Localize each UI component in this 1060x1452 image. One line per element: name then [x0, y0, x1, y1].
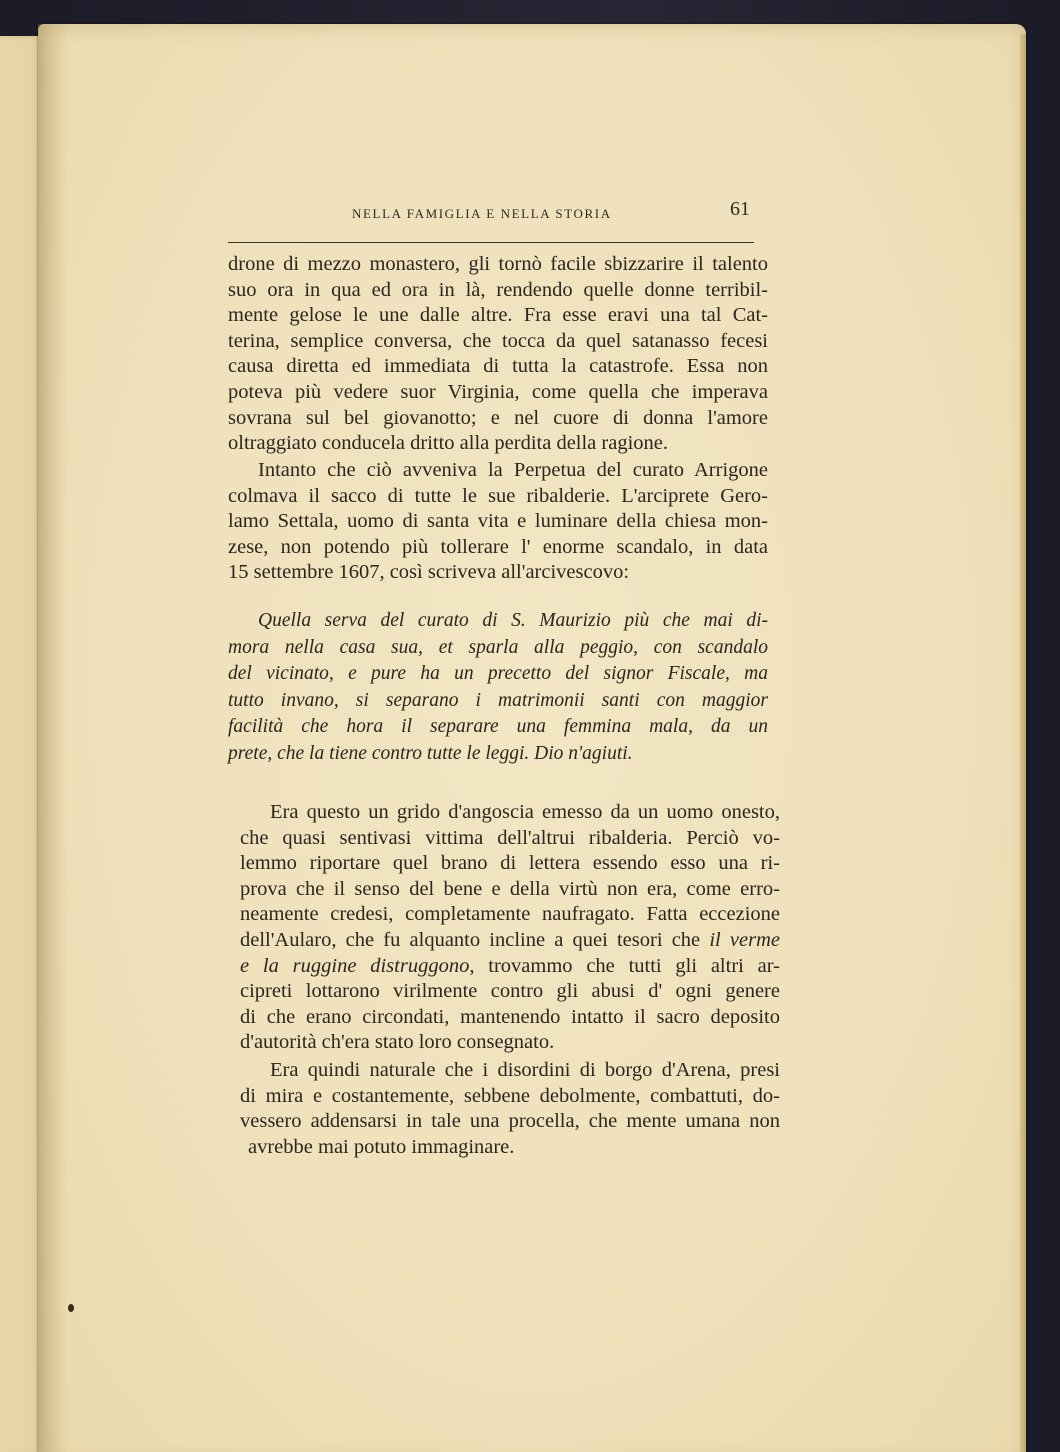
running-head-title: NELLA FAMIGLIA E NELLA STORIA: [352, 206, 612, 221]
text-line-mixed: [240, 928, 780, 954]
gutter-shadow: [38, 24, 68, 1452]
text-line: causa diretta ed immediata di tutta la catastrofe. Essa non: [228, 355, 768, 378]
text-run: dell'Aularo, che fu alquanto incline a quei tesori che: [240, 928, 710, 951]
text-line: suo ora in qua ed ora in là, rendendo quelle donne terribil-: [228, 278, 768, 301]
text-line: oltraggiato conducela dritto alla perdita della ragione.: [228, 432, 668, 455]
text-line: terina, semplice conversa, che tocca da quel satanasso fecesi: [228, 329, 768, 352]
quote-line: Quella serva del curato di S. Maurizio più che mai di-: [258, 610, 768, 631]
paragraph-2: [228, 458, 768, 586]
text-line: Intanto che ciò avveniva la Perpetua del curato Arrigone: [258, 459, 768, 481]
ink-spot: [68, 1304, 74, 1312]
text-line: neamente credesi, completamente naufragato. Fatta eccezione: [240, 903, 780, 926]
page-number: 61: [730, 198, 750, 220]
text-line: avrebbe mai potuto immaginare.: [248, 1135, 515, 1158]
text-line: drone di mezzo monastero, gli tornò facile sbizzarire il talento: [228, 253, 768, 275]
letter-quotation: [228, 608, 768, 767]
paragraph-4: [240, 1058, 780, 1160]
text-run: , trovammo che tutti gli altri ar-: [469, 954, 780, 977]
text-line: d'autorità ch'era stato loro consegnato.: [240, 1031, 555, 1054]
page-edge: [1020, 34, 1026, 1452]
text-line: poteva più vedere suor Virginia, come quella che imperava: [228, 380, 768, 403]
text-line: Era questo un grido d'angoscia emesso da un uomo onesto,: [270, 801, 780, 823]
text-line: colmava il sacco di tutte le sue ribalderie. L'arciprete Gero-: [228, 484, 768, 507]
text-line: vessero addensarsi in tale una procella, che mente umana non: [240, 1110, 780, 1133]
paragraph-3: [240, 800, 780, 1056]
italic-run: e la ruggine distruggono: [240, 954, 470, 977]
text-line: Era quindi naturale che i disordini di borgo d'Arena, presi: [270, 1059, 780, 1081]
text-line: prova che il senso del bene e della virtù non era, come erro-: [240, 877, 780, 900]
quote-line: mora nella casa sua, et sparla alla peggio, con scandalo: [228, 636, 768, 658]
quote-line: tutto invano, si separano i matrimonii santi con maggior: [228, 689, 768, 711]
text-line: lemmo riportare quel brano di lettera essendo esso una ri-: [240, 852, 780, 875]
text-line: sovrana sul bel giovanotto; e nel cuore di donna l'amore: [228, 406, 768, 429]
text-line: zese, non potendo più tollerare l' enorme scandalo, in data: [228, 535, 768, 558]
text-line: lamo Settala, uomo di santa vita e luminare della chiesa mon-: [228, 510, 768, 533]
book-page: [38, 24, 1026, 1452]
running-head: [228, 198, 754, 243]
text-line-mixed: [240, 954, 780, 980]
text-line: di che erano circondati, mantenendo intatto il sacro deposito: [240, 1005, 780, 1028]
quote-line: facilità che hora il separare una femmina mala, da un: [228, 716, 768, 737]
paragraph-1: [228, 252, 768, 457]
text-line: cipreti lottarono virilmente contro gli abusi d' ogni genere: [240, 980, 780, 1003]
text-line: mente gelose le une dalle altre. Fra esse eravi una tal Cat-: [228, 304, 768, 327]
quote-line: prete, che la tiene contro tutte le leggi. Dio n'agiuti.: [228, 742, 633, 764]
text-line: che quasi sentivasi vittima dell'altrui ribalderia. Perciò vo-: [240, 826, 780, 849]
quote-line: del vicinato, e pure ha un precetto del signor Fiscale, ma: [228, 663, 768, 684]
text-line: 15 settembre 1607, così scriveva all'arcivescovo:: [228, 561, 630, 584]
italic-run: il verme: [709, 928, 780, 951]
text-line: di mira e costantemente, sebbene debolmente, combattuti, do-: [240, 1084, 780, 1107]
